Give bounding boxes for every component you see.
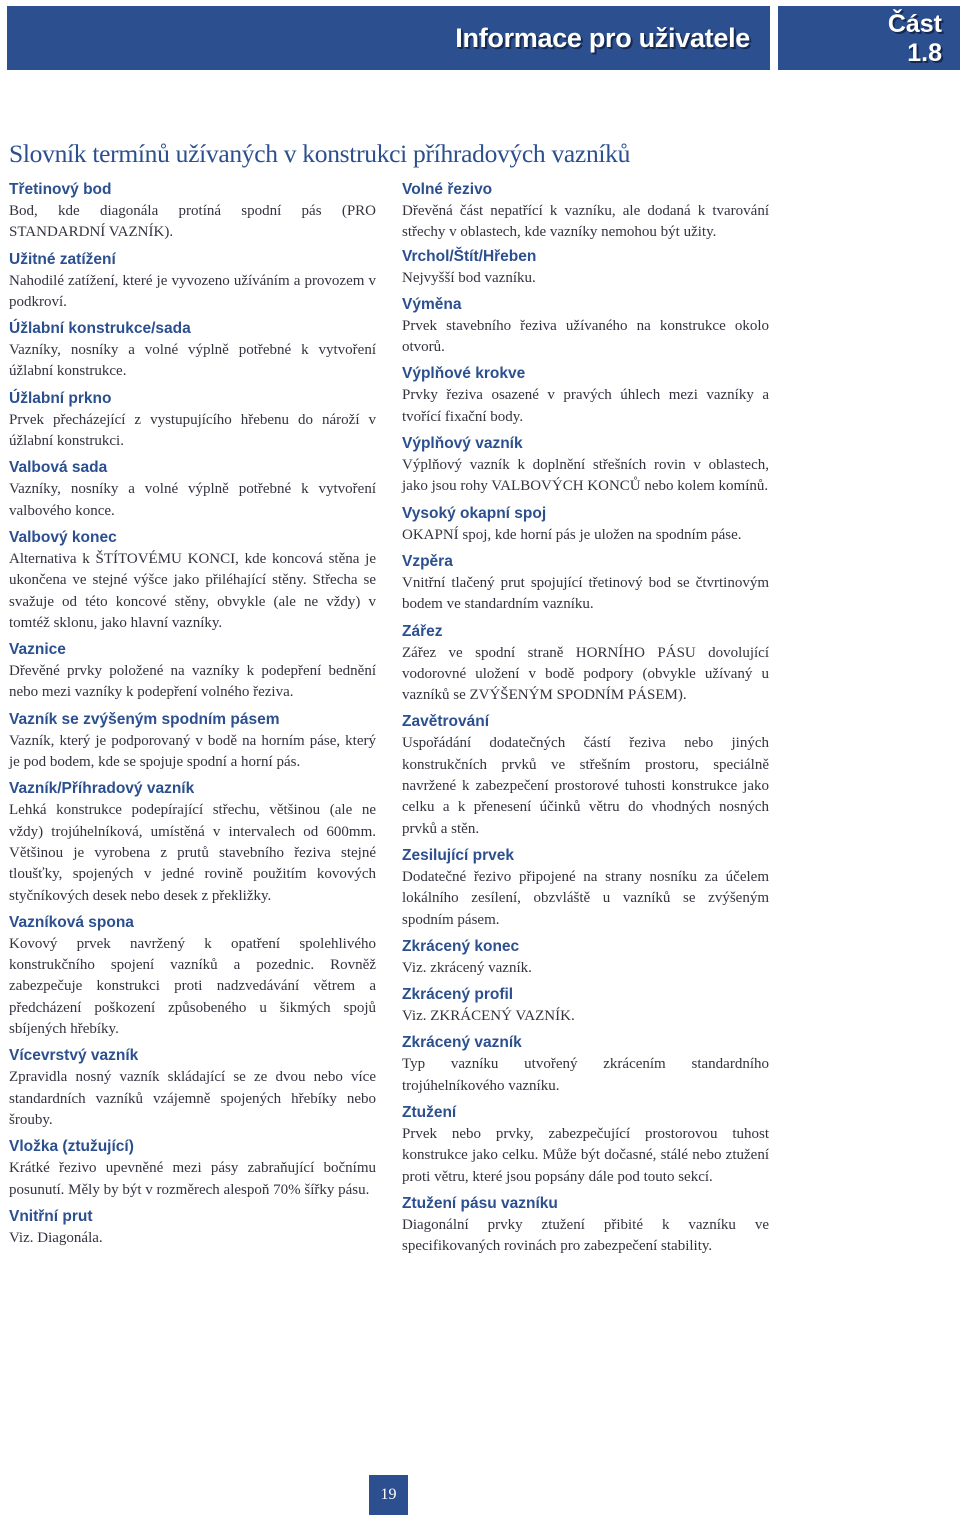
glossary-definition: Dřevěné prvky položené na vazníky k podepření bednění nebo mezi vazníky k podepření volného řeziva. xyxy=(9,663,376,701)
glossary-entry xyxy=(9,1207,376,1249)
glossary-term: Vysoký okapní spoj xyxy=(402,504,547,522)
glossary-definition: Nahodilé zatížení, které je vyvozeno užíváním a provozem v podkroví. xyxy=(9,272,376,310)
glossary-definition: Krátké řezivo upevněné mezi pásy zabraňující bočnímu posunutí. Měly by být v rozměrech alespoň 70% šířky pásu. xyxy=(9,1160,376,1198)
left-column xyxy=(9,180,376,1249)
glossary-entry xyxy=(9,528,376,634)
glossary-term: Ztužení pásu vazníku xyxy=(402,1194,558,1212)
glossary-term: Vložka (ztužující) xyxy=(9,1138,134,1156)
part-label xyxy=(888,10,942,68)
glossary-term: Zesilující prvek xyxy=(402,846,514,864)
glossary-definition: Prvek nebo prvky, zabezpečující prostorovou tuhost konstrukce jako celku. Může být dočasné, stálé nebo ztužení proti větru, které jsou popsány dále pod touto sekcí. xyxy=(402,1126,769,1185)
part-box xyxy=(778,6,960,70)
glossary-definition: Prvek stavebního řeziva užívaného na konstrukce okolo otvorů. xyxy=(402,317,769,356)
part-label-line2: 1.8 xyxy=(907,39,942,67)
glossary-term: Vícevrstvý vazník xyxy=(9,1047,139,1065)
glossary-entry xyxy=(402,846,769,931)
glossary-definition: Zpravidla nosný vazník skládající se ze dvou nebo více standardních vazníků vzájemně spojených hřebíky nebo šrouby. xyxy=(9,1069,376,1128)
glossary-definition: Viz. ZKRÁCENÝ VAZNÍK. xyxy=(402,1008,575,1025)
glossary-entry xyxy=(402,985,769,1027)
glossary-definition: Bod, kde diagonála protíná spodní pás (PRO STANDARDNÍ VAZNÍK). xyxy=(9,203,376,241)
glossary-entry xyxy=(9,779,376,906)
glossary-definition: Nejvyšší bod vazníku. xyxy=(402,269,536,286)
glossary-term: Výplňové krokve xyxy=(402,365,526,383)
glossary-definition: Vnitřní tlačený prut spojující třetinový bod se čtvrtinovým bodem ve standardním vazníku. xyxy=(402,574,769,613)
glossary-entry xyxy=(9,913,376,1040)
glossary-entry xyxy=(9,1137,376,1201)
glossary-definition: Dodatečné řezivo připojené na strany nosníku za účelem lokálního zesílení, obzvláště u vazníků se zvýšeným spodním pásem. xyxy=(402,868,769,928)
glossary-definition: Dřevěná část nepatřící k vazníku, ale dodaná k tvarování střechy v oblastech, kde vazníky nemohou být užity. xyxy=(402,203,769,241)
glossary-definition: Kovový prvek navržený k opatření spolehlivého konstrukčního spojení vazníků a pozednic. Rovněž zabezpečuje konstrukci proti nadzvedávání větrem a předcházení poškození způsobeného u šikmých spojů sbíjených hřebíky. xyxy=(9,935,376,1038)
glossary-entry xyxy=(9,180,376,244)
header-banner xyxy=(7,6,770,70)
glossary-term: Zkrácený konec xyxy=(402,937,520,955)
glossary-term: Vazník se zvýšeným spodním pásem xyxy=(9,710,280,728)
glossary-term: Valbový konec xyxy=(9,528,117,546)
glossary-term: Vrchol/Štít/Hřeben xyxy=(402,247,537,265)
header-title: Informace pro uživatele xyxy=(455,23,750,53)
glossary-definition: Typ vazníku utvořený zkrácením standardního trojúhelníkového vazníku. xyxy=(402,1056,769,1094)
page-heading: Slovník termínů užívaných v konstrukci příhradových vazníků xyxy=(9,139,631,168)
glossary-definition: Diagonální prvky ztužení přibité k vazníku ve specifikovaných rovinách pro zabezpečení stability. xyxy=(402,1216,769,1255)
glossary-entry xyxy=(402,295,769,359)
glossary-definition: Uspořádání dodatečných částí řeziva nebo jiných konstrukčních prvků ve střešním prostoru, speciálně navržené k zabezpečení prostorové tuhosti konstrukce jako celku a k přenesení účinků větru do vhodných nosných prvků a stěn. xyxy=(402,735,769,837)
glossary-definition: Prvky řeziva osazené v pravých úhlech mezi vazníky a tvořící fixační body. xyxy=(402,387,769,425)
glossary-term: Vzpěra xyxy=(402,552,453,570)
glossary-entry xyxy=(9,389,376,453)
glossary-entry xyxy=(402,1103,769,1188)
glossary-definition: Vazníky, nosníky a volné výplně potřebné k vytvoření úžlabní konstrukce. xyxy=(9,342,376,380)
glossary-term: Vazníková spona xyxy=(9,913,134,931)
glossary-entry xyxy=(402,1033,769,1097)
glossary-term: Výměna xyxy=(402,295,462,313)
glossary-entry xyxy=(9,250,376,314)
glossary-term: Zkrácený vazník xyxy=(402,1034,522,1052)
page-number: 19 xyxy=(369,1475,408,1515)
glossary-term: Úžlabní prkno xyxy=(9,389,112,407)
glossary-term: Třetinový bod xyxy=(9,181,112,198)
glossary-definition: Vazník, který je podporovaný v bodě na horním páse, který je pod bodem, kde se spojuje spodní a horní pás. xyxy=(9,732,376,771)
glossary-definition: Výplňový vazník k doplnění střešních rovin v oblastech, jako jsou rohy VALBOVÝCH KONCŮ nebo kolem komínů. xyxy=(402,457,769,495)
glossary-term: Úžlabní konstrukce/sada xyxy=(9,320,191,338)
glossary-definition: Vazníky, nosníky a volné výplně potřebné k vytvoření valbového konce. xyxy=(9,481,376,519)
glossary-entry xyxy=(402,1194,769,1258)
glossary-definition: Alternativa k ŠTÍTOVÉMU KONCI, kde koncová stěna je ukončena ve stejné výšce jako přiléhající stěny. Střecha se svažuje od této koncové stěny, obvykle (ale ne vždy) v tomtéž sklonu, jako hlavní vazníky. xyxy=(9,550,376,631)
glossary-entry xyxy=(402,504,769,546)
glossary-entry xyxy=(402,434,769,498)
glossary-definition: Viz. Diagonála. xyxy=(9,1229,103,1246)
glossary-term: Volné řezivo xyxy=(402,181,493,198)
glossary-entry xyxy=(402,622,769,707)
glossary-term: Vaznice xyxy=(9,641,66,659)
glossary-definition: Viz. zkrácený vazník. xyxy=(402,959,532,976)
glossary-term: Zkrácený profil xyxy=(402,986,514,1004)
glossary-term: Vazník/Příhradový vazník xyxy=(9,780,195,798)
glossary-definition: OKAPNÍ spoj, kde horní pás je uložen na spodním páse. xyxy=(402,526,742,543)
glossary-entry xyxy=(9,319,376,383)
glossary-term: Zavětrování xyxy=(402,713,490,731)
part-label-line1: Část xyxy=(887,10,942,38)
glossary-entry xyxy=(402,712,769,839)
glossary-entry xyxy=(402,364,769,428)
glossary-definition: Lehká konstrukce podepírající střechu, většinou (ale ne vždy) trojúhelníková, umístěná v intervalech od 600mm. Většinou je vyrobena z prutů stavebního řeziva stejné tloušťky, spojených v jedné rovině použitím kovových styčníkových desek nebo desek z překližky. xyxy=(9,802,376,904)
glossary-entry xyxy=(402,552,769,616)
glossary-entry xyxy=(402,247,769,289)
glossary-term: Vnitřní prut xyxy=(9,1207,93,1225)
glossary-term: Užitné zatížení xyxy=(9,250,116,268)
glossary-term: Zářez xyxy=(402,622,443,640)
glossary-term: Valbová sada xyxy=(9,459,108,477)
glossary-entry xyxy=(9,640,376,704)
glossary-entry xyxy=(402,180,769,244)
glossary-term: Ztužení xyxy=(402,1104,457,1122)
glossary-entry xyxy=(402,937,769,979)
glossary-definition: Zářez ve spodní straně HORNÍHO PÁSU dovolující vodorovné uložení v bodě podpory (obvykle užívaný u vazníků se ZVÝŠENÝM SPODNÍM PÁSEM). xyxy=(402,644,769,704)
glossary-definition: Prvek přecházející z vystupujícího hřebenu do nároží v úžlabní konstrukci. xyxy=(9,411,376,450)
glossary-term: Výplňový vazník xyxy=(402,435,523,453)
right-column xyxy=(402,180,769,1258)
glossary-entry xyxy=(9,710,376,774)
glossary-entry xyxy=(9,1046,376,1131)
glossary-entry xyxy=(9,458,376,522)
